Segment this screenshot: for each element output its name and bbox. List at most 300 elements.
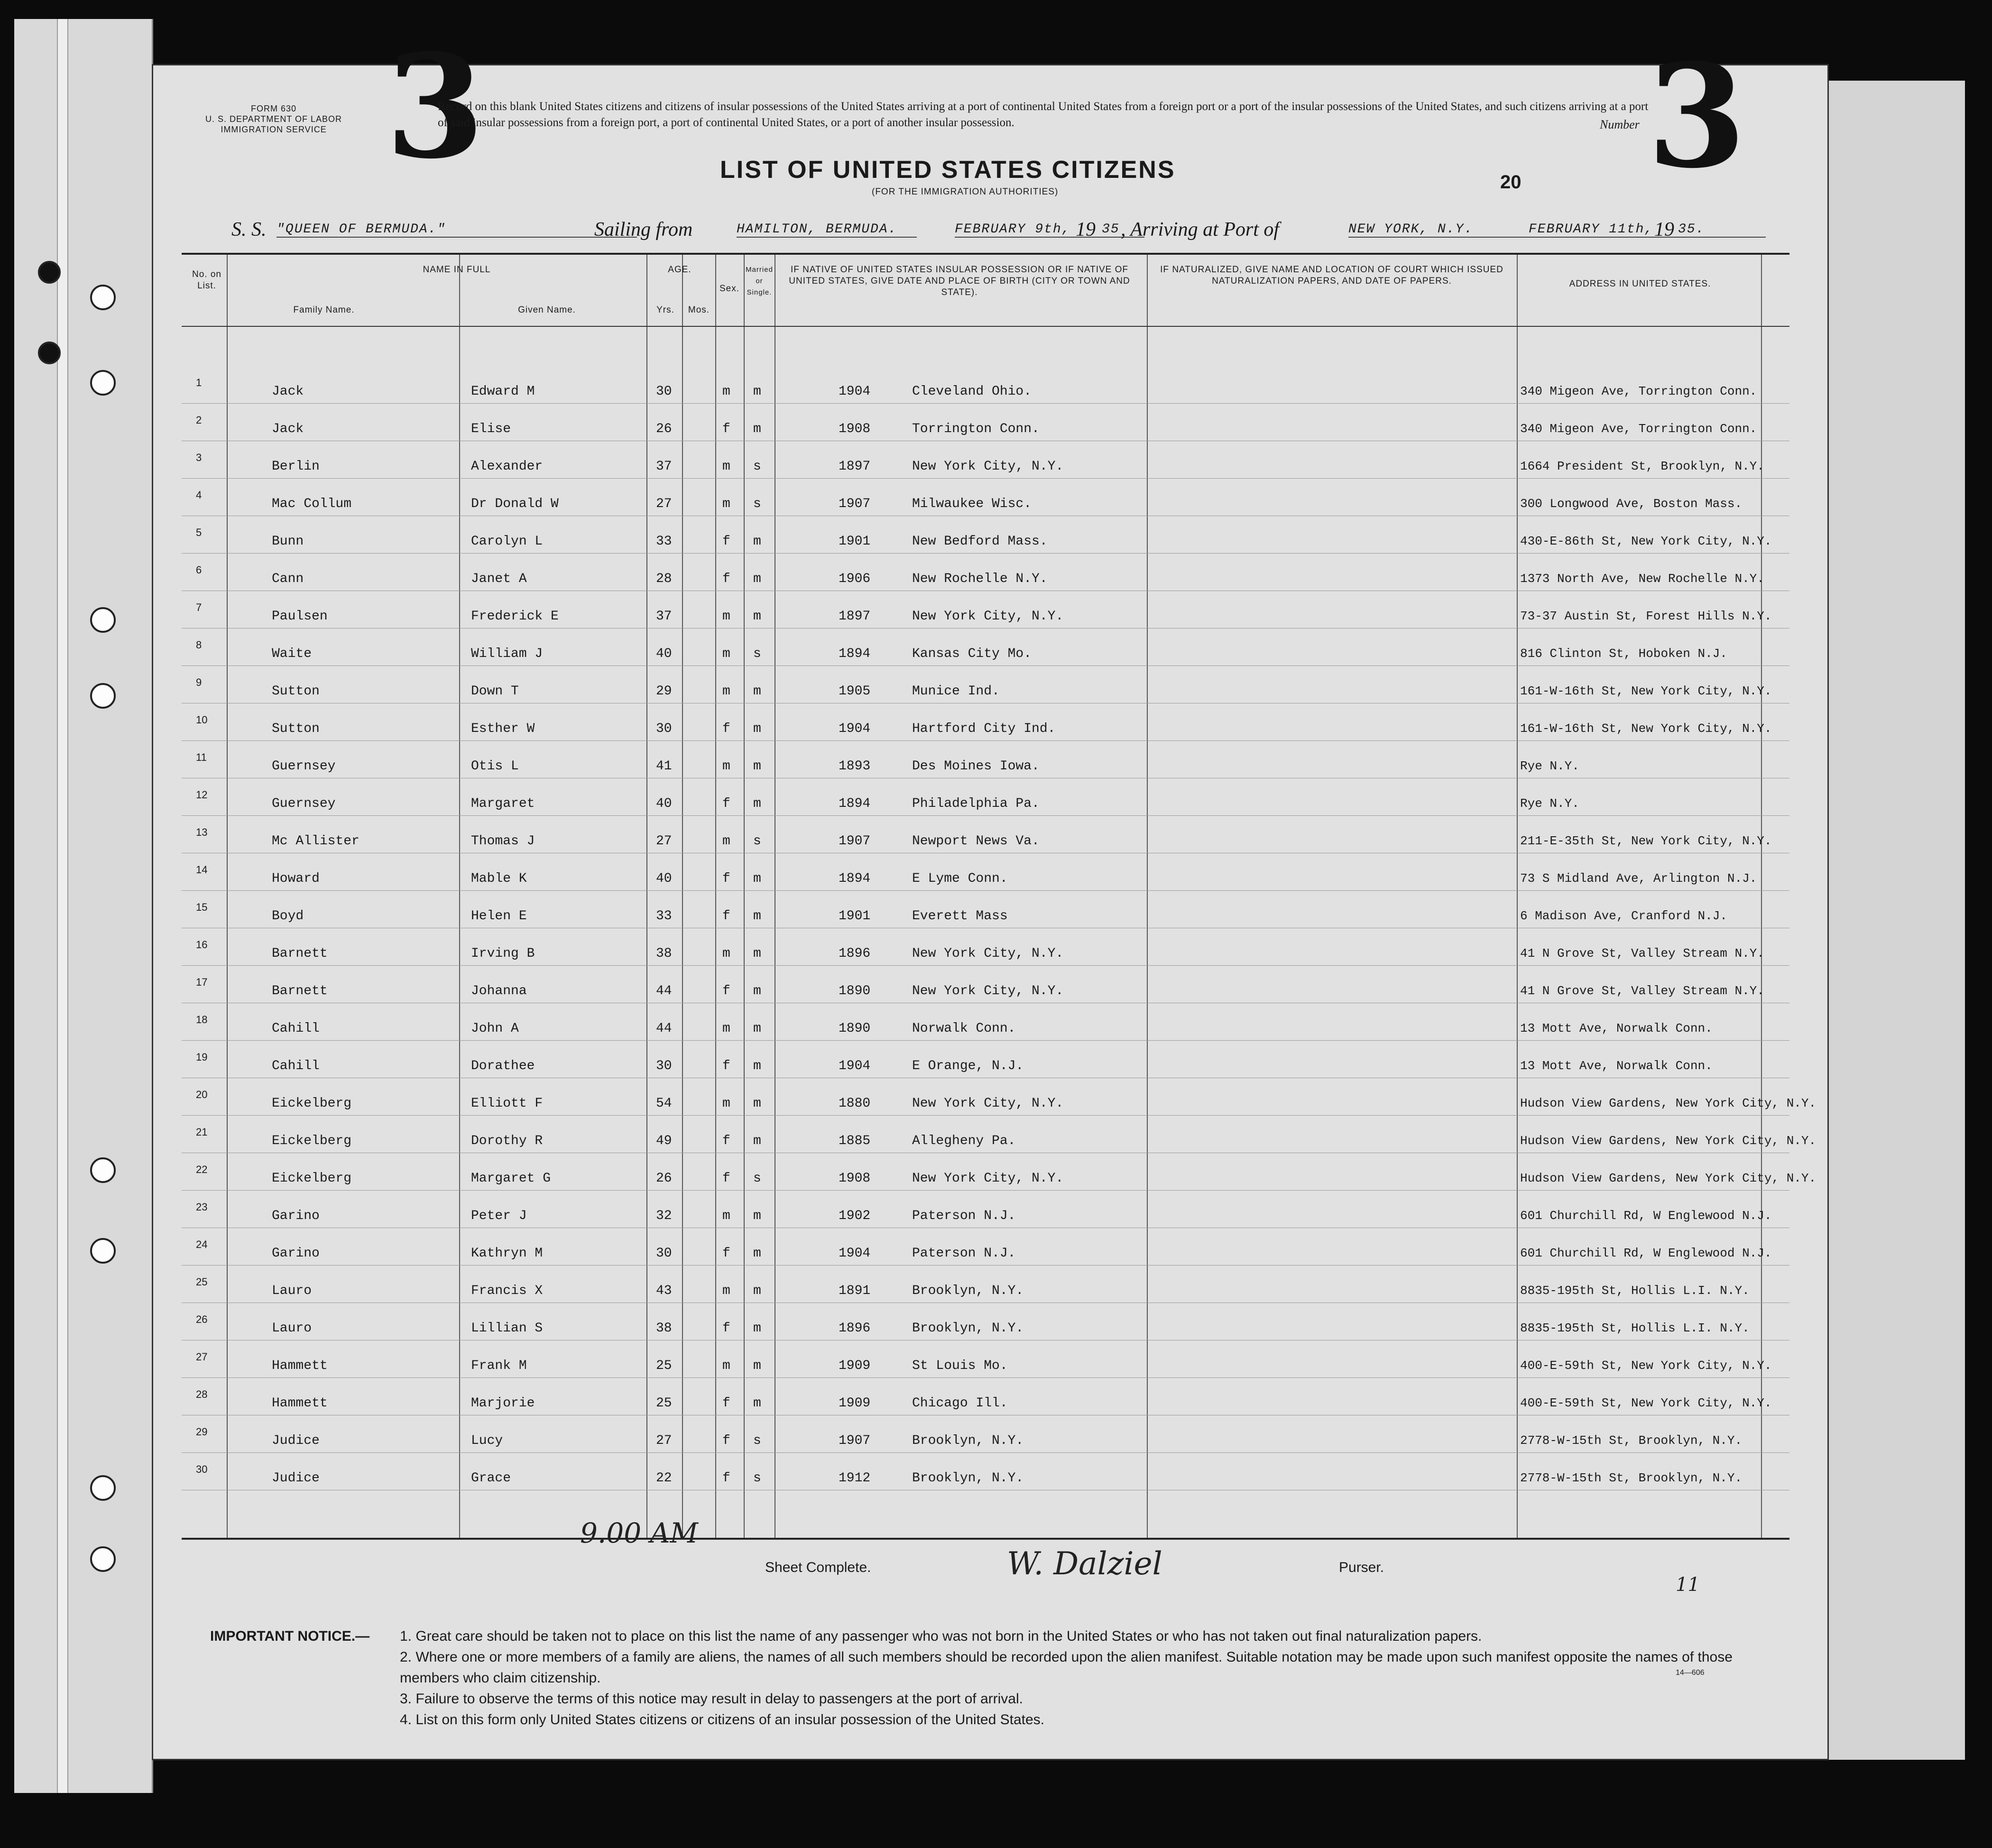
table-row: [182, 1303, 1789, 1340]
cell-place: Paterson N.J.: [912, 1209, 1016, 1223]
cell-family: Cann: [272, 572, 304, 586]
cell-place: Brooklyn, N.Y.: [912, 1471, 1024, 1486]
cell-address: 211-E-35th St, New York City, N.Y.: [1520, 834, 1772, 848]
cell-address: 73-37 Austin St, Forest Hills N.Y.: [1520, 609, 1772, 623]
cell-place: Hartford City Ind.: [912, 721, 1056, 736]
cell-ms: m: [753, 1246, 761, 1261]
table-row: [182, 628, 1789, 666]
sailing-label: Sailing from: [594, 219, 693, 240]
cell-age: 38: [656, 1321, 672, 1336]
cell-sex: m: [722, 497, 730, 511]
notice-item: 2. Where one or more members of a family are aliens, the names of all such members should be recorded upon the alien manifest. Suitable notation may be made upon such manifest opposite the names of those members who claim citizenship.: [400, 1649, 1733, 1686]
binder-hole: [90, 370, 116, 396]
cell-year: 1891: [839, 1284, 871, 1298]
cell-age: 43: [656, 1284, 672, 1298]
cell-given: Elliott F: [471, 1096, 543, 1111]
cell-age: 22: [656, 1471, 672, 1486]
table-row: [182, 1116, 1817, 1153]
cell-family: Judice: [272, 1471, 320, 1486]
binder-hole: [90, 285, 116, 310]
form-service: IMMIGRATION SERVICE: [221, 125, 327, 134]
cell-year: 1897: [839, 459, 871, 474]
cell-ms: s: [753, 1471, 761, 1486]
page-mark: 11: [1676, 1574, 1700, 1596]
cell-given: Mable K: [471, 871, 527, 886]
cell-no: 8: [196, 639, 202, 651]
cell-ms: m: [753, 384, 761, 399]
cell-place: Munice Ind.: [912, 684, 1000, 699]
cell-no: 1: [196, 377, 202, 388]
cell-no: 13: [196, 826, 208, 838]
cell-place: Philadelphia Pa.: [912, 796, 1040, 811]
cell-place: Cleveland Ohio.: [912, 384, 1032, 399]
cell-place: New Bedford Mass.: [912, 534, 1048, 549]
sailing-date: FEBRUARY 9th,: [955, 222, 1144, 238]
binder-strip: [14, 19, 153, 1793]
cell-no: 19: [196, 1051, 208, 1063]
cell-no: 27: [196, 1351, 208, 1363]
cell-no: 20: [196, 1089, 208, 1100]
cell-no: 4: [196, 489, 202, 501]
table-row: [182, 1340, 1789, 1378]
cell-address: 41 N Grove St, Valley Stream N.Y.: [1520, 946, 1764, 961]
header-family: Family Name.: [293, 305, 355, 315]
cell-place: E Orange, N.J.: [912, 1059, 1024, 1073]
cell-address: 300 Longwood Ave, Boston Mass.: [1520, 497, 1743, 511]
cell-family: Guernsey: [272, 796, 336, 811]
cell-given: Elise: [471, 422, 511, 436]
cell-age: 38: [656, 946, 672, 961]
cell-place: New York City, N.Y.: [912, 609, 1064, 624]
cell-age: 33: [656, 909, 672, 924]
cell-place: New York City, N.Y.: [912, 1096, 1064, 1111]
table-row: [182, 703, 1789, 741]
cell-age: 26: [656, 1171, 672, 1186]
cell-no: 12: [196, 789, 208, 801]
cell-year: 1909: [839, 1358, 871, 1373]
cell-age: 27: [656, 497, 672, 511]
cell-given: Dorothy R: [471, 1134, 543, 1148]
cell-given: Margaret: [471, 796, 535, 811]
binder-hole: [90, 1546, 116, 1572]
cell-given: Margaret G: [471, 1171, 551, 1186]
cell-year: 1880: [839, 1096, 871, 1111]
table-row: [182, 666, 1789, 703]
record-instruction: Record on this blank United States citizens and citizens of insular possessions of the United States arriving at a port of continental United States from a foreign port or a port of the insular possessions of the United States, and such citizens arriving at a port of said insular possessions from a foreign port, a port of continental United States, or a port of another insular possession.: [438, 100, 1649, 129]
cell-no: 14: [196, 864, 208, 876]
cell-ms: s: [753, 834, 761, 849]
cell-no: 24: [196, 1238, 208, 1250]
cell-age: 49: [656, 1134, 672, 1148]
binder-hole: [90, 1157, 116, 1183]
cell-given: Frank M: [471, 1358, 527, 1373]
cell-family: Bunn: [272, 534, 304, 549]
cell-sex: f: [722, 1246, 730, 1261]
cell-ms: m: [753, 871, 761, 886]
cell-given: Lucy: [471, 1433, 503, 1448]
cell-ms: s: [753, 1171, 761, 1186]
cell-no: 2: [196, 414, 202, 426]
cell-age: 30: [656, 1246, 672, 1261]
notice-item: 3. Failure to observe the terms of this notice may result in delay to passengers at the port of arrival.: [400, 1691, 1023, 1707]
table-row: [182, 966, 1789, 1003]
cell-place: New York City, N.Y.: [912, 984, 1064, 998]
cell-address: 73 S Midland Ave, Arlington N.J.: [1520, 871, 1757, 886]
cell-no: 18: [196, 1014, 208, 1026]
year-suffix: 35: [1102, 222, 1120, 237]
cell-place: Newport News Va.: [912, 834, 1040, 849]
year-prefix: 19: [1076, 219, 1096, 240]
cell-year: 1904: [839, 1246, 871, 1261]
cell-place: Kansas City Mo.: [912, 647, 1032, 661]
cell-family: Lauro: [272, 1321, 312, 1336]
handwritten-number-right: 3: [1647, 32, 1746, 200]
cell-sex: f: [722, 1059, 730, 1073]
arriving-label: , Arriving at Port of: [1121, 219, 1280, 240]
cell-ms: m: [753, 1321, 761, 1336]
binder-edge: [57, 19, 68, 1793]
cell-address: 41 N Grove St, Valley Stream N.Y.: [1520, 984, 1764, 998]
cell-no: 9: [196, 676, 202, 688]
cell-place: Torrington Conn.: [912, 422, 1040, 436]
cell-year: 1894: [839, 871, 871, 886]
cell-address: 13 Mott Ave, Norwalk Conn.: [1520, 1059, 1713, 1073]
cell-ms: s: [753, 1433, 761, 1448]
cell-year: 1890: [839, 984, 871, 998]
cell-family: Cahill: [272, 1059, 320, 1073]
cell-address: 400-E-59th St, New York City, N.Y.: [1520, 1396, 1772, 1410]
cell-given: Helen E: [471, 909, 527, 924]
cell-place: New Rochelle N.Y.: [912, 572, 1048, 586]
cell-ms: m: [753, 759, 761, 774]
table-row: [182, 1453, 1789, 1490]
cell-given: Irving B: [471, 946, 535, 961]
header-age: AGE.: [668, 265, 692, 275]
cell-family: Boyd: [272, 909, 304, 924]
cell-sex: f: [722, 1321, 730, 1336]
cell-address: 8835-195th St, Hollis L.I. N.Y.: [1520, 1321, 1750, 1335]
binder-hole: [90, 1238, 116, 1264]
cell-sex: f: [722, 871, 730, 886]
cell-year: 1901: [839, 534, 871, 549]
table-row: [182, 404, 1789, 441]
cell-age: 40: [656, 871, 672, 886]
cell-sex: f: [722, 1396, 730, 1411]
cell-address: 1373 North Ave, New Rochelle N.Y.: [1520, 572, 1764, 586]
table-row: [182, 1266, 1789, 1303]
cell-address: 601 Churchill Rd, W Englewood N.J.: [1520, 1209, 1772, 1223]
cell-family: Sutton: [272, 721, 320, 736]
cell-address: 340 Migeon Ave, Torrington Conn.: [1520, 384, 1757, 398]
cell-age: 40: [656, 796, 672, 811]
cell-family: Eickelberg: [272, 1096, 352, 1111]
cell-age: 44: [656, 1021, 672, 1036]
cell-ms: s: [753, 459, 761, 474]
cell-ms: m: [753, 984, 761, 998]
cell-given: Alexander: [471, 459, 543, 474]
header-divider: [182, 326, 1789, 327]
cell-ms: m: [753, 796, 761, 811]
cell-age: 44: [656, 984, 672, 998]
cell-year: 1894: [839, 796, 871, 811]
cell-ms: m: [753, 609, 761, 624]
cell-given: Lillian S: [471, 1321, 543, 1336]
header-given: Given Name.: [518, 305, 576, 315]
header-naturalized: IF NATURALIZED, GIVE NAME AND LOCATION OF COURT WHICH ISSUED NATURALIZATION PAPERS, AND DATE OF PAPERS.: [1160, 265, 1503, 286]
cell-ms: m: [753, 1021, 761, 1036]
cell-sex: f: [722, 534, 730, 549]
cell-place: E Lyme Conn.: [912, 871, 1008, 886]
table-row: [182, 1415, 1789, 1453]
cell-no: 16: [196, 939, 208, 951]
cell-given: Grace: [471, 1471, 511, 1486]
cell-place: Chicago Ill.: [912, 1396, 1008, 1411]
binder-hole: [90, 1475, 116, 1501]
table-row: [182, 816, 1789, 853]
cell-given: John A: [471, 1021, 519, 1036]
cell-place: Brooklyn, N.Y.: [912, 1284, 1024, 1298]
cell-family: Garino: [272, 1246, 320, 1261]
cell-address: Rye N.Y.: [1520, 759, 1579, 773]
binder-hole: [38, 342, 61, 364]
next-page-edge: [1826, 81, 1965, 1760]
cell-sex: f: [722, 1134, 730, 1148]
table-row: [182, 366, 1789, 404]
cell-no: 7: [196, 601, 202, 613]
cell-sex: f: [722, 1171, 730, 1186]
cell-no: 21: [196, 1126, 208, 1138]
cell-year: 1901: [839, 909, 871, 924]
cell-address: 13 Mott Ave, Norwalk Conn.: [1520, 1021, 1713, 1035]
binder-hole: [38, 261, 61, 284]
cell-ms: m: [753, 1209, 761, 1223]
cell-ms: m: [753, 721, 761, 736]
cell-year: 1897: [839, 609, 871, 624]
passenger-table: [182, 253, 1817, 1540]
cell-address: 2778-W-15th St, Brooklyn, N.Y.: [1520, 1471, 1743, 1485]
cell-year: 1907: [839, 497, 871, 511]
table-row: [182, 1041, 1789, 1078]
cell-sex: m: [722, 1284, 730, 1298]
cell-age: 33: [656, 534, 672, 549]
cell-year: 1906: [839, 572, 871, 586]
cell-sex: m: [722, 1209, 730, 1223]
form-dept: U. S. DEPARTMENT OF LABOR: [205, 114, 342, 124]
cell-family: Guernsey: [272, 759, 336, 774]
cell-family: Eickelberg: [272, 1134, 352, 1148]
table-row: [182, 853, 1789, 891]
handwritten-number-left: 3: [386, 23, 485, 190]
cell-no: 25: [196, 1276, 208, 1288]
cell-ms: m: [753, 946, 761, 961]
cell-age: 26: [656, 422, 672, 436]
cell-no: 6: [196, 564, 202, 576]
cell-year: 1909: [839, 1396, 871, 1411]
table-row: [182, 1078, 1817, 1116]
handwritten-time: 9.00 AM: [580, 1517, 698, 1549]
cell-age: 37: [656, 459, 672, 474]
cell-age: 29: [656, 684, 672, 699]
cell-given: William J: [471, 647, 543, 661]
purser-label: Purser.: [1339, 1560, 1384, 1575]
binder-hole: [90, 683, 116, 709]
cell-ms: m: [753, 1134, 761, 1148]
cell-year: 1890: [839, 1021, 871, 1036]
cell-year: 1912: [839, 1471, 871, 1486]
cell-sex: m: [722, 684, 730, 699]
cell-ms: s: [753, 497, 761, 511]
table-row: [182, 778, 1789, 816]
arrival-port: NEW YORK, N.Y.: [1348, 222, 1529, 238]
table-row: [182, 554, 1789, 591]
cell-given: Otis L: [471, 759, 519, 774]
cell-family: Sutton: [272, 684, 320, 699]
cell-given: Frederick E: [471, 609, 559, 624]
cell-year: 1905: [839, 684, 871, 699]
cell-no: 23: [196, 1201, 208, 1213]
cell-address: 340 Migeon Ave, Torrington Conn.: [1520, 422, 1757, 436]
cell-no: 17: [196, 976, 208, 988]
cell-address: 1664 President St, Brooklyn, N.Y.: [1520, 459, 1764, 473]
header-address: ADDRESS IN UNITED STATES.: [1569, 279, 1711, 289]
cell-address: 2778-W-15th St, Brooklyn, N.Y.: [1520, 1433, 1743, 1448]
cell-place: Everett Mass: [912, 909, 1008, 924]
page-title: LIST OF UNITED STATES CITIZENS: [720, 156, 1176, 184]
cell-ms: m: [753, 1358, 761, 1373]
cell-age: 27: [656, 834, 672, 849]
cell-ms: m: [753, 1059, 761, 1073]
cell-sex: f: [722, 1433, 730, 1448]
cell-ms: m: [753, 684, 761, 699]
cell-ms: m: [753, 534, 761, 549]
cell-sex: m: [722, 647, 730, 661]
cell-year: 1907: [839, 1433, 871, 1448]
notice-list: [400, 1626, 1766, 1730]
cell-age: 32: [656, 1209, 672, 1223]
cell-no: 3: [196, 452, 202, 463]
sailing-from: HAMILTON, BERMUDA.: [737, 222, 917, 238]
ship-name: "QUEEN OF BERMUDA.": [277, 222, 637, 238]
cell-family: Waite: [272, 647, 312, 661]
cell-address: Hudson View Gardens, New York City, N.Y.: [1520, 1096, 1817, 1110]
cell-place: Brooklyn, N.Y.: [912, 1433, 1024, 1448]
cell-address: 161-W-16th St, New York City, N.Y.: [1520, 684, 1772, 698]
header-yrs: Yrs.: [656, 305, 674, 315]
cell-given: Marjorie: [471, 1396, 535, 1411]
cell-given: Esther W: [471, 721, 535, 736]
cell-family: Lauro: [272, 1284, 312, 1298]
notice-item: 4. List on this form only United States citizens or citizens of an insular possession of the United States.: [400, 1712, 1045, 1728]
cell-sex: m: [722, 759, 730, 774]
binder-hole: [90, 607, 116, 633]
cell-ms: s: [753, 647, 761, 661]
cell-family: Eickelberg: [272, 1171, 352, 1186]
table-row: [182, 1228, 1789, 1266]
cell-sex: f: [722, 909, 730, 924]
cell-sex: m: [722, 609, 730, 624]
cell-no: 28: [196, 1388, 208, 1400]
cell-ms: m: [753, 1284, 761, 1298]
cell-ms: m: [753, 422, 761, 436]
cell-address: Hudson View Gardens, New York City, N.Y.: [1520, 1171, 1817, 1185]
header-mos: Mos.: [688, 305, 710, 315]
header-native: IF NATIVE OF UNITED STATES INSULAR POSSESSION OR IF NATIVE OF UNITED STATES, GIVE DATE AND PLACE OF BIRTH (CITY OR TOWN AND STATE).: [789, 265, 1130, 297]
cell-year: 1907: [839, 834, 871, 849]
cell-place: Milwaukee Wisc.: [912, 497, 1032, 511]
cell-age: 37: [656, 609, 672, 624]
table-row: [182, 591, 1789, 628]
cell-year: 1896: [839, 946, 871, 961]
cell-sex: f: [722, 572, 730, 586]
cell-age: 25: [656, 1396, 672, 1411]
form-label: [205, 103, 342, 135]
cell-ms: m: [753, 1096, 761, 1111]
year-suffix-2: 35.: [1678, 222, 1705, 237]
cell-age: 30: [656, 1059, 672, 1073]
notice-heading: IMPORTANT NOTICE.—: [210, 1628, 370, 1644]
bottom-code: 14—606: [1676, 1669, 1705, 1677]
cell-place: Norwalk Conn.: [912, 1021, 1016, 1036]
cell-given: Francis X: [471, 1284, 543, 1298]
cell-ms: m: [753, 1396, 761, 1411]
cell-family: Barnett: [272, 946, 328, 961]
cell-place: Allegheny Pa.: [912, 1134, 1016, 1148]
cell-no: 11: [196, 751, 207, 763]
manifest-page: [152, 23, 1829, 1760]
cell-sex: m: [722, 1358, 730, 1373]
cell-sex: m: [722, 834, 730, 849]
cell-given: Janet A: [471, 572, 527, 586]
cell-family: Mc Allister: [272, 834, 360, 849]
cell-no: 26: [196, 1313, 208, 1325]
cell-address: 816 Clinton St, Hoboken N.J.: [1520, 647, 1727, 661]
cell-sex: f: [722, 796, 730, 811]
cell-family: Cahill: [272, 1021, 320, 1036]
cell-age: 30: [656, 384, 672, 399]
cell-address: 6 Madison Ave, Cranford N.J.: [1520, 909, 1727, 923]
cell-address: 400-E-59th St, New York City, N.Y.: [1520, 1358, 1772, 1373]
cell-sex: m: [722, 1096, 730, 1111]
cell-no: 22: [196, 1164, 208, 1175]
cell-age: 41: [656, 759, 672, 774]
cell-family: Garino: [272, 1209, 320, 1223]
cell-no: 10: [196, 714, 208, 726]
cell-age: 28: [656, 572, 672, 586]
cell-year: 1904: [839, 1059, 871, 1073]
cell-family: Hammett: [272, 1358, 328, 1373]
purser-signature: W. Dalziel: [1007, 1545, 1162, 1582]
cell-address: 601 Churchill Rd, W Englewood N.J.: [1520, 1246, 1772, 1260]
header-married: Married or Single.: [746, 266, 773, 296]
cell-age: 30: [656, 721, 672, 736]
cell-age: 54: [656, 1096, 672, 1111]
cell-family: Jack: [272, 422, 304, 436]
cell-no: 5: [196, 527, 202, 538]
cell-year: 1904: [839, 721, 871, 736]
cell-family: Paulsen: [272, 609, 328, 624]
cell-address: Hudson View Gardens, New York City, N.Y.: [1520, 1134, 1817, 1148]
cell-age: 40: [656, 647, 672, 661]
cell-address: 161-W-16th St, New York City, N.Y.: [1520, 721, 1772, 736]
sheet-complete-label: Sheet Complete.: [765, 1560, 871, 1575]
cell-sex: f: [722, 1471, 730, 1486]
cell-family: Berlin: [272, 459, 320, 474]
year-prefix-2: 19: [1654, 219, 1674, 240]
cell-given: Carolyn L: [471, 534, 543, 549]
cell-year: 1908: [839, 1171, 871, 1186]
cell-sex: m: [722, 384, 730, 399]
cell-year: 1904: [839, 384, 871, 399]
